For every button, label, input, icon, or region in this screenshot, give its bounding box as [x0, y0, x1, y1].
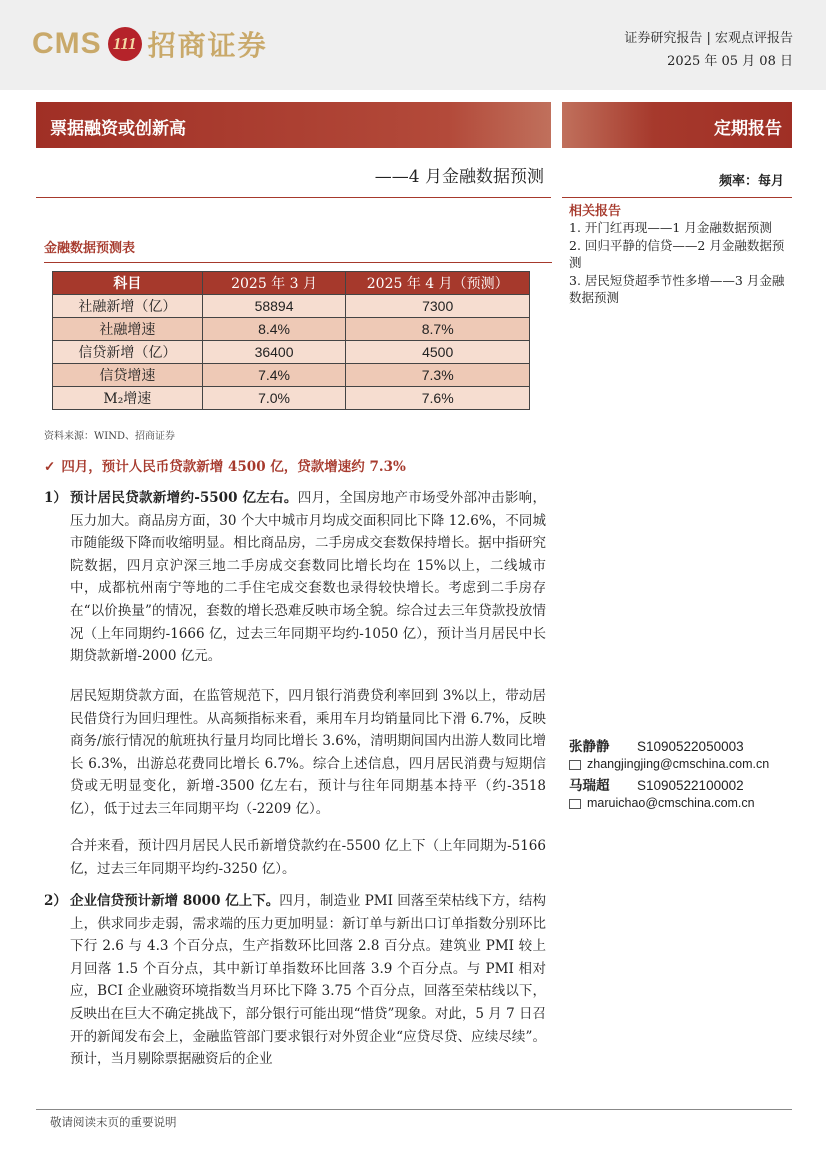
analyst-email[interactable]: zhangjingjing@cmschina.com.cn: [569, 757, 769, 771]
title-bar: [36, 102, 551, 148]
table-cell: 58894: [202, 295, 346, 318]
section-heading: 企业信贷预计新增 8000 亿上下。: [70, 893, 280, 909]
table-cell: M₂增速: [53, 387, 203, 410]
table-header-row: [53, 272, 530, 295]
key-point: [44, 455, 406, 475]
page-title: 票据融资或创新高: [50, 119, 186, 139]
divider: [36, 197, 551, 198]
section-text: 四月，制造业 PMI 回落至荣枯线下方，结构上，供求同步走弱，需求端的压力更加明显：新订单与新出口订单指数分别环比下行 2.6 与 4.3 个百分点，生产指数环比回落 2.8 百分点。建筑业 PMI 较上月回落 1.5 个百分点，其中新订单指数环比回落 3.9 个百分点。与 PMI 相对应，BCI 企业融资环境指数当月环比下降 3.75 个百分点，回落至荣枯线以下，反映出在巨大不确定挑战下，部分银行可能出现“惜贷”现象。对此，5 月 7 日召开的新闻发布会上，金融监管部门要求银行对外贸企业“应贷尽贷、应续尽续”。预计，当月剔除票据融资后的企业: [70, 893, 546, 1068]
report-type: 证券研究报告 | 宏观点评报告: [624, 31, 793, 46]
footer-note: 敬请阅读末页的重要说明: [50, 1115, 177, 1129]
table-cell: 7300: [346, 295, 530, 318]
analyst-name: 马瑞超: [569, 778, 610, 794]
footer-divider: [36, 1109, 792, 1110]
section-1: [44, 487, 546, 668]
section-number: 1）: [44, 490, 67, 506]
table-cell: 8.4%: [202, 318, 346, 341]
table-header: 科目: [53, 272, 203, 295]
mail-icon: [569, 760, 581, 770]
section-heading: 预计居民贷款新增约-5500 亿左右。: [70, 490, 298, 506]
category-bar: [562, 102, 792, 148]
table-cell: 信贷增速: [53, 364, 203, 387]
analyst-id: S1090522050003: [637, 739, 744, 754]
table-source: 资料来源：WIND、招商证券: [44, 431, 175, 442]
section-2: [44, 890, 546, 1071]
report-category: 定期报告: [714, 119, 782, 139]
analyst-name: 张静静: [569, 739, 610, 755]
table-title: 金融数据预测表: [44, 241, 136, 256]
table-cell: 4500: [346, 341, 530, 364]
table-header: 2025 年 3 月: [202, 272, 346, 295]
report-date: 2025 年 05 月 08 日: [667, 54, 793, 69]
forecast-table: [52, 271, 530, 410]
related-report-item[interactable]: 3. 居民短贷超季节性多增——3 月金融数据预测: [569, 272, 785, 305]
company-logo: [32, 24, 268, 64]
table-cell: 36400: [202, 341, 346, 364]
related-reports-list: [569, 219, 791, 307]
table-row: [53, 387, 530, 410]
divider: [44, 262, 552, 263]
table-cell: 7.3%: [346, 364, 530, 387]
checkmark-icon: ✓: [44, 459, 56, 475]
table-row: [53, 295, 530, 318]
section-1-paragraph-2: 居民短期贷款方面，在监管规范下，四月银行消费贷利率回到 3%以上，带动居民借贷行为回归理性。从高频指标来看，乘用车月均销量同比下滑 6.7%，反映商务/旅行情况的航班执行量月均同比增长 3.6%，清明期间国内出游人数同比增长 6.3%，出游总花费同比增长 6.7%。综合上述信息，四月居民消费与短期信贷或无明显变化，新增-3500 亿左右，预计与往年同期基本持平（约-3518 亿），低于过去三年同期平均（-2209 亿）。: [70, 688, 546, 817]
analyst: [569, 774, 744, 794]
table-cell: 7.4%: [202, 364, 346, 387]
mail-icon: [569, 799, 581, 809]
section-text: 四月，全国房地产市场受外部冲击影响，压力加大。商品房方面，30 个大中城市月均成交面积同比下降 12.6%，不同城市随能级下降而收缩明显。相比商品房，二手房成交套数保持增长。据中指研究院数据，四月京沪深三地二手房成交套数同比增长均在 15%以上，二线城市中，成都杭州南宁等地的二手住宅成交套数也录得较快增长。考虑到二手房存在“以价换量”的情况，套数的增长恐难反映市场全貌。综合过去三年贷款投放情况（上年同期约-1666 亿，过去三年同期平均约-1050 亿），预计当月居民中长期贷款新增-2000 亿元。: [70, 490, 546, 665]
related-report-item[interactable]: 1. 开门红再现——1 月金融数据预测: [569, 220, 772, 235]
table-row: [53, 318, 530, 341]
section-1-paragraph-3: 合并来看，预计四月居民人民币新增贷款约在-5500 亿上下（上年同期为-5166 亿，过去三年同期平均约-3250 亿）。: [70, 838, 546, 877]
page-subtitle: ——4 月金融数据预测: [374, 167, 544, 187]
table-cell: 社融新增（亿）: [53, 295, 203, 318]
table-cell: 8.7%: [346, 318, 530, 341]
table-cell: 7.0%: [202, 387, 346, 410]
analyst-email[interactable]: maruichao@cmschina.com.cn: [569, 796, 755, 810]
logo-chinese: 招商证券: [147, 29, 268, 62]
report-frequency: 频率：每月: [718, 174, 784, 189]
table-header: 2025 年 4 月（预测）: [346, 272, 530, 295]
table-row: [53, 341, 530, 364]
analyst-id: S1090522100002: [637, 778, 744, 793]
table-row: [53, 364, 530, 387]
table-cell: 社融增速: [53, 318, 203, 341]
related-reports-title: 相关报告: [569, 204, 622, 219]
analyst: [569, 735, 744, 755]
table-cell: 7.6%: [346, 387, 530, 410]
related-report-item[interactable]: 2. 回归平静的信贷——2 月金融数据预测: [569, 237, 785, 270]
logo-badge-icon: 111: [108, 27, 142, 61]
divider: [562, 197, 792, 198]
logo-latin: CMS: [32, 27, 102, 60]
section-number: 2）: [44, 893, 67, 909]
table-cell: 信贷新增（亿）: [53, 341, 203, 364]
key-point-text: 四月，预计人民币贷款新增 4500 亿，贷款增速约 7.3%: [61, 459, 406, 475]
